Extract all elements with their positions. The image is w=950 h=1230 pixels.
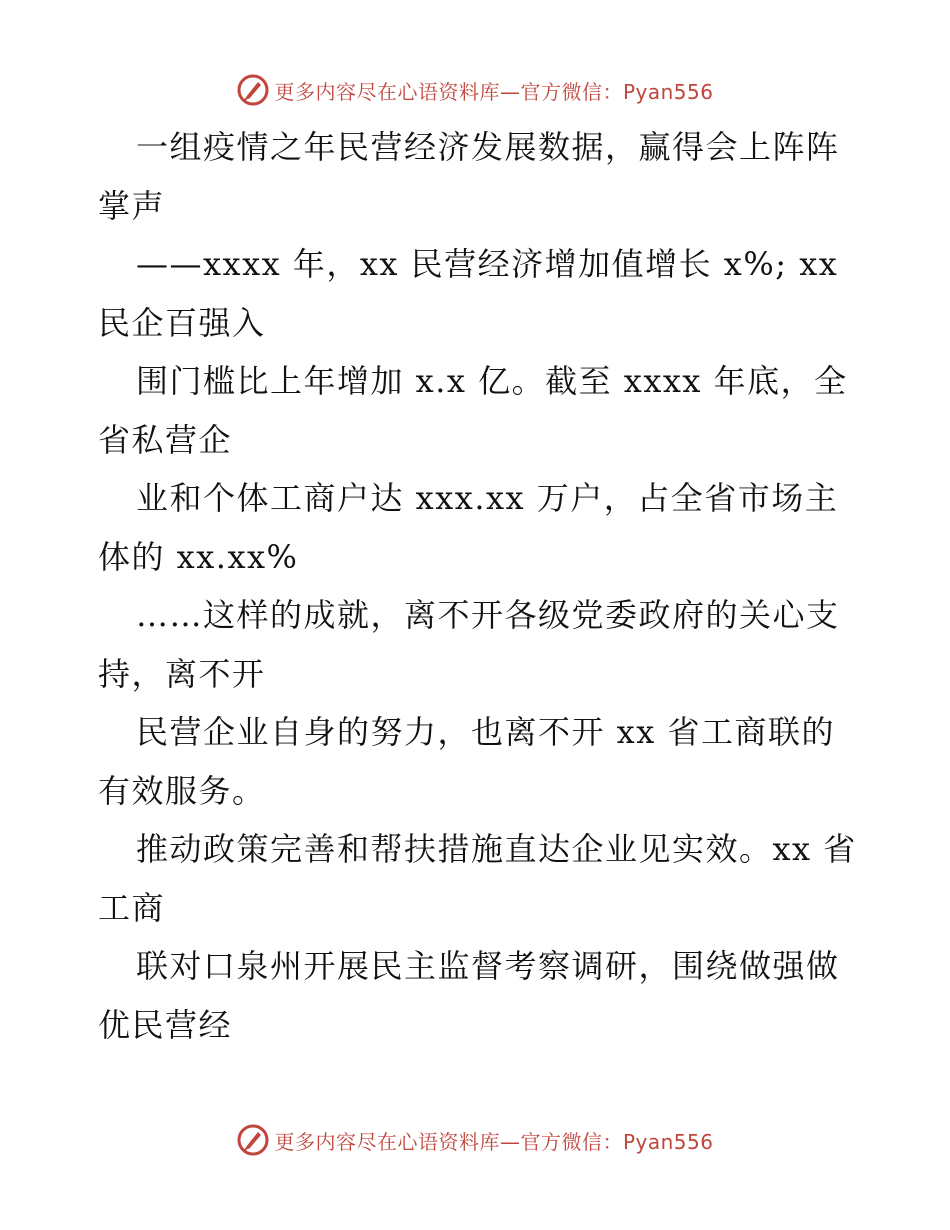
header-banner [0,70,950,110]
paragraph-6: 民营企业自身的努力，也离不开 xx 省工商联的有效服务。 [98,713,835,810]
header-banner-text: 更多内容尽在心语资料库—官方微信：Pyan556 [274,79,714,104]
document-body [98,118,858,1054]
paragraph-8: 联对口泉州开展民主监督考察调研，围绕做强做优民营经 [98,947,840,1044]
paragraph-4: 业和个体工商户达 xxx.xx 万户，占全省市场主体的 xx.xx% [98,479,839,576]
paragraph-2: ——xxxx 年，xx 民营经济增加值增长 x%; xx 民企百强入 [98,245,850,342]
footer-banner [0,1120,950,1160]
paragraph-3: 围门槛比上年增加 x.x 亿。截至 xxxx 年底，全省私营企 [98,362,848,459]
paragraph-5: ……这样的成就，离不开各级党委政府的关心支持，离不开 [98,596,840,693]
paragraph-7: 推动政策完善和帮扶措施直达企业见实效。xx 省工商 [98,830,857,927]
footer-banner-text: 更多内容尽在心语资料库—官方微信：Pyan556 [274,1129,714,1154]
quill-pen-logo-icon [236,1123,270,1157]
paragraph-1: 一组疫情之年民营经济发展数据，赢得会上阵阵掌声 [98,128,840,225]
quill-pen-logo-icon [236,73,270,107]
